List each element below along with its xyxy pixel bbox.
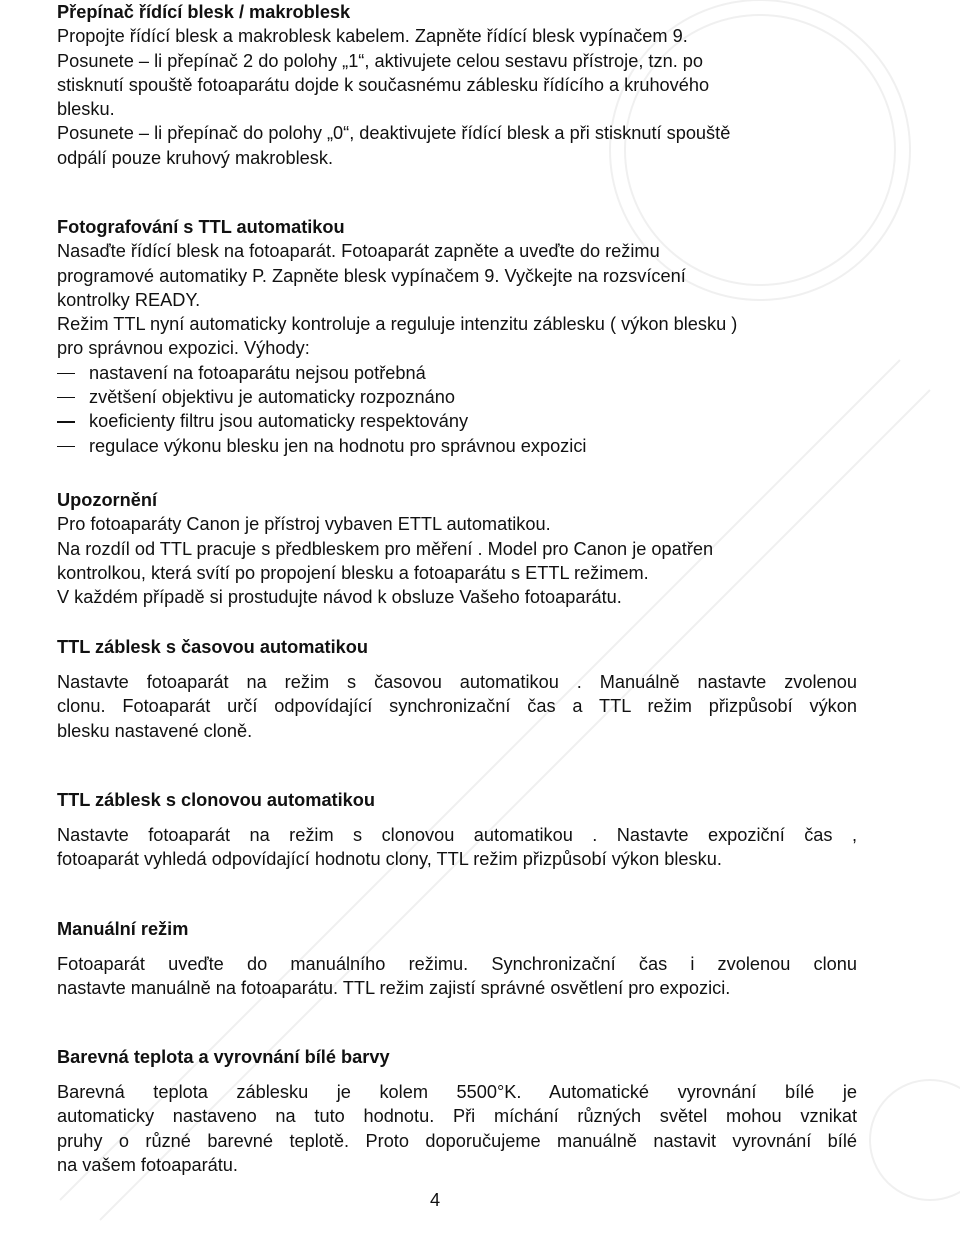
paragraph-line: nastavte manuálně na fotoaparátu. TTL režim zajistí správné osvětlení pro expozici. xyxy=(57,978,731,999)
paragraph-line: Posunete – li přepínač 2 do polohy „1“, aktivujete celou sestavu přístroje, tzn. po xyxy=(57,50,704,71)
section-heading: TTL záblesk s časovou automatikou xyxy=(57,637,368,657)
paragraph-line: blesku. xyxy=(57,99,115,120)
section-manual xyxy=(57,917,857,941)
section-aperture-priority-body xyxy=(57,823,857,872)
dash-bullet-icon xyxy=(57,373,75,374)
section-heading: Přepínač řídící blesk / makroblesk xyxy=(57,2,351,22)
paragraph-line: Nasaďte řídící blesk na fotoaparát. Fotoaparát zapněte a uveďte do režimu xyxy=(57,241,660,262)
list-item-text: koeficienty filtru jsou automaticky respektovány xyxy=(89,411,469,432)
paragraph-line: na vašem fotoaparátu. xyxy=(57,1154,238,1175)
paragraph-line: Barevná teplota záblesku je kolem 5500°K. Automatické vyrovnání bílé je xyxy=(57,1082,857,1102)
list-item-text: zvětšení objektivu je automaticky rozpoznáno xyxy=(89,387,455,408)
paragraph-line: Posunete – li přepínač do polohy „0“, deaktivujete řídící blesk a při stisknutí spouště xyxy=(57,123,731,144)
paragraph-line: Na rozdíl od TTL pracuje s předbleskem pro měření . Model pro Canon je opatřen xyxy=(57,538,714,559)
paragraph-line: Nastavte fotoaparát na režim s časovou automatikou . Manuálně nastavte zvolenou xyxy=(57,672,857,692)
page-number: 4 xyxy=(430,1190,441,1210)
paragraph-line: Fotoaparát uveďte do manuálního režimu. Synchronizační čas i zvolenou clonu xyxy=(57,954,857,974)
section-aperture-priority xyxy=(57,788,857,812)
section-warning xyxy=(57,488,857,609)
section-color-temperature-body xyxy=(57,1080,857,1177)
paragraph-line: blesku nastavené cloně. xyxy=(57,720,253,741)
paragraph-line: automaticky nastaveno na tuto hodnotu. Při míchání různých světel mohou vznikat xyxy=(57,1106,857,1127)
section-shutter-priority-body xyxy=(57,670,857,743)
list-item xyxy=(57,409,857,433)
section-color-temperature xyxy=(57,1045,857,1069)
section-heading: Fotografování s TTL automatikou xyxy=(57,217,345,237)
list-item xyxy=(57,385,857,409)
paragraph-line: stisknutí spouště fotoaparátu dojde k současnému záblesku řídícího a kruhového xyxy=(57,74,710,95)
section-heading: TTL záblesk s clonovou automatikou xyxy=(57,790,375,810)
paragraph-line: pruhy o různé barevné teplotě. Proto doporučujeme manuálně nastavit vyrovnání bílé xyxy=(57,1130,857,1151)
list-item xyxy=(57,361,857,385)
paragraph-line: programové automatiky P. Zapněte blesk vypínačem 9. Vyčkejte na rozsvícení xyxy=(57,265,686,286)
paragraph-line: kontrolkou, která svítí po propojení blesku a fotoaparátu s ETTL režimem. xyxy=(57,562,649,583)
paragraph-line: Nastavte fotoaparát na režim s clonovou automatikou . Nastavte expoziční čas , xyxy=(57,825,857,845)
list-item xyxy=(57,434,857,458)
section-heading: Barevná teplota a vyrovnání bílé barvy xyxy=(57,1047,390,1067)
paragraph-line: odpálí pouze kruhový makroblesk. xyxy=(57,147,333,168)
list-item-text: regulace výkonu blesku jen na hodnotu pro správnou expozici xyxy=(89,435,587,456)
paragraph-line: clonu. Fotoaparát určí odpovídající synchronizační čas a TTL režim přizpůsobí výkon xyxy=(57,696,857,717)
paragraph-line: V každém případě si prostudujte návod k obsluze Vašeho fotoaparátu. xyxy=(57,587,622,608)
paragraph-line: pro správnou expozici. Výhody: xyxy=(57,338,310,359)
section-manual-body xyxy=(57,952,857,1001)
section-switch xyxy=(57,0,857,170)
paragraph-line: kontrolky READY. xyxy=(57,289,201,310)
dash-bullet-icon xyxy=(57,421,75,422)
list-item-text: nastavení na fotoaparátu nejsou potřebná xyxy=(89,362,426,383)
section-shutter-priority xyxy=(57,635,857,659)
paragraph-line: fotoaparát vyhledá odpovídající hodnotu clony, TTL režim přizpůsobí výkon blesku. xyxy=(57,849,722,870)
paragraph-line: Propojte řídící blesk a makroblesk kabelem. Zapněte řídící blesk vypínačem 9. xyxy=(57,26,688,47)
paragraph-line: Režim TTL nyní automaticky kontroluje a reguluje intenzitu záblesku ( výkon blesku ) xyxy=(57,314,738,335)
dash-bullet-icon xyxy=(57,397,75,398)
section-heading: Manuální režim xyxy=(57,919,189,939)
section-heading: Upozornění xyxy=(57,490,158,510)
dash-bullet-icon xyxy=(57,446,75,447)
paragraph-line: Pro fotoaparáty Canon je přístroj vybaven ETTL automatikou. xyxy=(57,514,551,535)
section-ttl xyxy=(57,215,857,458)
